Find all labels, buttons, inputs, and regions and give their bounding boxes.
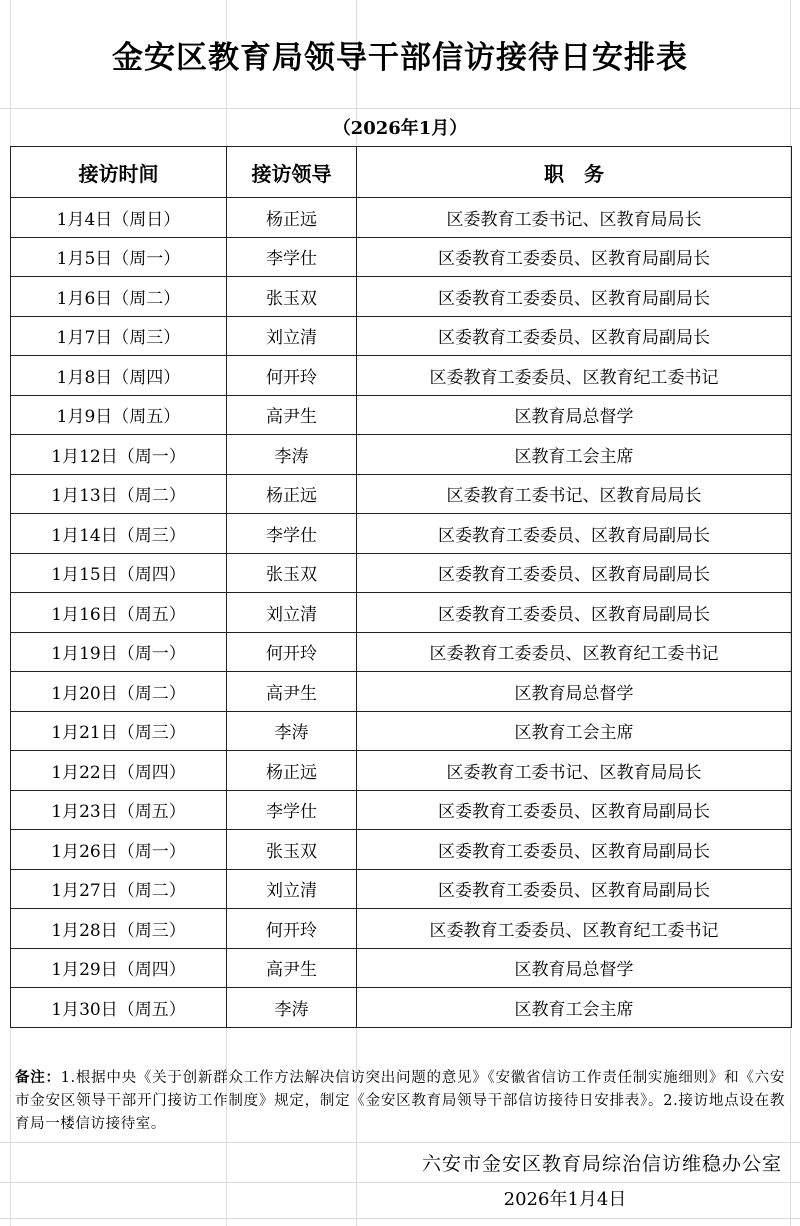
cell-date: 1月14日（周三） — [11, 514, 227, 554]
table-row — [11, 790, 792, 830]
issuing-office: 六安市金安区教育局综治信访维稳办公室 — [421, 1153, 782, 1175]
table-row — [11, 711, 792, 751]
page-title: 金安区教育局领导干部信访接待日安排表 — [112, 39, 688, 76]
cell-duty: 区教育局总督学 — [357, 948, 792, 988]
cell-date: 1月4日（周日） — [11, 198, 227, 238]
notes-text: 1.根据中央《关于创新群众工作方法解决信访突出问题的意见》《安徽省信访工作责任制实施细则》和《六安市金安区领导干部开门接访工作制度》规定，制定《金安区教育局领导干部信访接待日安排表》。2.接访地点设在教育局一楼信访接待室。 — [15, 1070, 785, 1132]
cell-leader: 高尹生 — [227, 672, 357, 712]
cell-duty: 区教育工会主席 — [357, 988, 792, 1028]
notes-section — [10, 1058, 790, 1150]
cell-leader: 刘立清 — [227, 316, 357, 356]
cell-leader: 高尹生 — [227, 948, 357, 988]
cell-date: 1月19日（周一） — [11, 632, 227, 672]
cell-leader: 李学仕 — [227, 790, 357, 830]
table-row — [11, 830, 792, 870]
table-row — [11, 751, 792, 791]
cell-leader: 李学仕 — [227, 237, 357, 277]
cell-date: 1月29日（周四） — [11, 948, 227, 988]
cell-leader: 何开玲 — [227, 632, 357, 672]
cell-date: 1月13日（周二） — [11, 474, 227, 514]
subtitle-cell — [10, 108, 790, 146]
cell-duty: 区教育局总督学 — [357, 672, 792, 712]
table-row — [11, 988, 792, 1028]
cell-duty: 区委教育工委委员、区教育局副局长 — [357, 277, 792, 317]
table-row — [11, 316, 792, 356]
cell-date: 1月6日（周二） — [11, 277, 227, 317]
cell-duty: 区委教育工委委员、区教育局副局长 — [357, 553, 792, 593]
cell-duty: 区委教育工委委员、区教育局副局长 — [357, 830, 792, 870]
cell-leader: 李涛 — [227, 435, 357, 475]
table-row — [11, 553, 792, 593]
table-row — [11, 198, 792, 238]
cell-duty: 区委教育工委委员、区教育局副局长 — [357, 237, 792, 277]
cell-date: 1月9日（周五） — [11, 395, 227, 435]
cell-leader: 张玉双 — [227, 553, 357, 593]
table-row — [11, 514, 792, 554]
cell-date: 1月7日（周三） — [11, 316, 227, 356]
cell-duty: 区教育局总督学 — [357, 395, 792, 435]
table-row — [11, 395, 792, 435]
cell-duty: 区教育工会主席 — [357, 711, 792, 751]
table-row — [11, 672, 792, 712]
cell-duty: 区委教育工委委员、区教育局副局长 — [357, 514, 792, 554]
table-row — [11, 593, 792, 633]
cell-date: 1月8日（周四） — [11, 356, 227, 396]
table-row — [11, 435, 792, 475]
grid-line — [0, 1182, 800, 1183]
cell-date: 1月15日（周四） — [11, 553, 227, 593]
cell-leader: 何开玲 — [227, 909, 357, 949]
cell-duty: 区委教育工委委员、区教育纪工委书记 — [357, 356, 792, 396]
cell-leader: 张玉双 — [227, 277, 357, 317]
cell-duty: 区委教育工委委员、区教育局副局长 — [357, 790, 792, 830]
table-row — [11, 948, 792, 988]
cell-duty: 区委教育工委书记、区教育局局长 — [357, 198, 792, 238]
cell-leader: 李学仕 — [227, 514, 357, 554]
cell-date: 1月28日（周三） — [11, 909, 227, 949]
cell-date: 1月21日（周三） — [11, 711, 227, 751]
cell-leader: 刘立清 — [227, 593, 357, 633]
cell-date: 1月5日（周一） — [11, 237, 227, 277]
cell-leader: 李涛 — [227, 988, 357, 1028]
cell-duty: 区委教育工委委员、区教育局副局长 — [357, 316, 792, 356]
cell-leader: 高尹生 — [227, 395, 357, 435]
table-row — [11, 869, 792, 909]
cell-duty: 区委教育工委委员、区教育局副局长 — [357, 593, 792, 633]
cell-date: 1月23日（周五） — [11, 790, 227, 830]
cell-date: 1月16日（周五） — [11, 593, 227, 633]
table-row — [11, 632, 792, 672]
cell-duty: 区委教育工委书记、区教育局局长 — [357, 751, 792, 791]
cell-leader: 杨正远 — [227, 751, 357, 791]
table-row — [11, 277, 792, 317]
header-duty: 职 务 — [357, 147, 792, 198]
cell-leader: 张玉双 — [227, 830, 357, 870]
cell-duty: 区教育工会主席 — [357, 435, 792, 475]
grid-line — [0, 1218, 800, 1219]
title-cell — [10, 0, 790, 108]
notes-label: 备注： — [15, 1069, 61, 1086]
cell-date: 1月27日（周二） — [11, 869, 227, 909]
issue-date: 2026年1月4日 — [503, 1189, 627, 1210]
cell-date: 1月20日（周二） — [11, 672, 227, 712]
cell-leader: 刘立清 — [227, 869, 357, 909]
table-header-row — [11, 147, 792, 198]
page-subtitle: （2026年1月） — [332, 118, 468, 139]
cell-duty: 区委教育工委委员、区教育纪工委书记 — [357, 632, 792, 672]
cell-date: 1月26日（周一） — [11, 830, 227, 870]
cell-leader: 杨正远 — [227, 198, 357, 238]
cell-duty: 区委教育工委委员、区教育纪工委书记 — [357, 909, 792, 949]
cell-leader: 何开玲 — [227, 356, 357, 396]
cell-date: 1月30日（周五） — [11, 988, 227, 1028]
cell-duty: 区委教育工委书记、区教育局局长 — [357, 474, 792, 514]
cell-date: 1月22日（周四） — [11, 751, 227, 791]
table-row — [11, 909, 792, 949]
cell-leader: 杨正远 — [227, 474, 357, 514]
table-row — [11, 356, 792, 396]
header-date: 接访时间 — [11, 147, 227, 198]
table-row — [11, 474, 792, 514]
cell-date: 1月12日（周一） — [11, 435, 227, 475]
cell-duty: 区委教育工委委员、区教育局副局长 — [357, 869, 792, 909]
table-row — [11, 237, 792, 277]
header-leader: 接访领导 — [227, 147, 357, 198]
cell-leader: 李涛 — [227, 711, 357, 751]
schedule-table — [10, 146, 792, 1028]
